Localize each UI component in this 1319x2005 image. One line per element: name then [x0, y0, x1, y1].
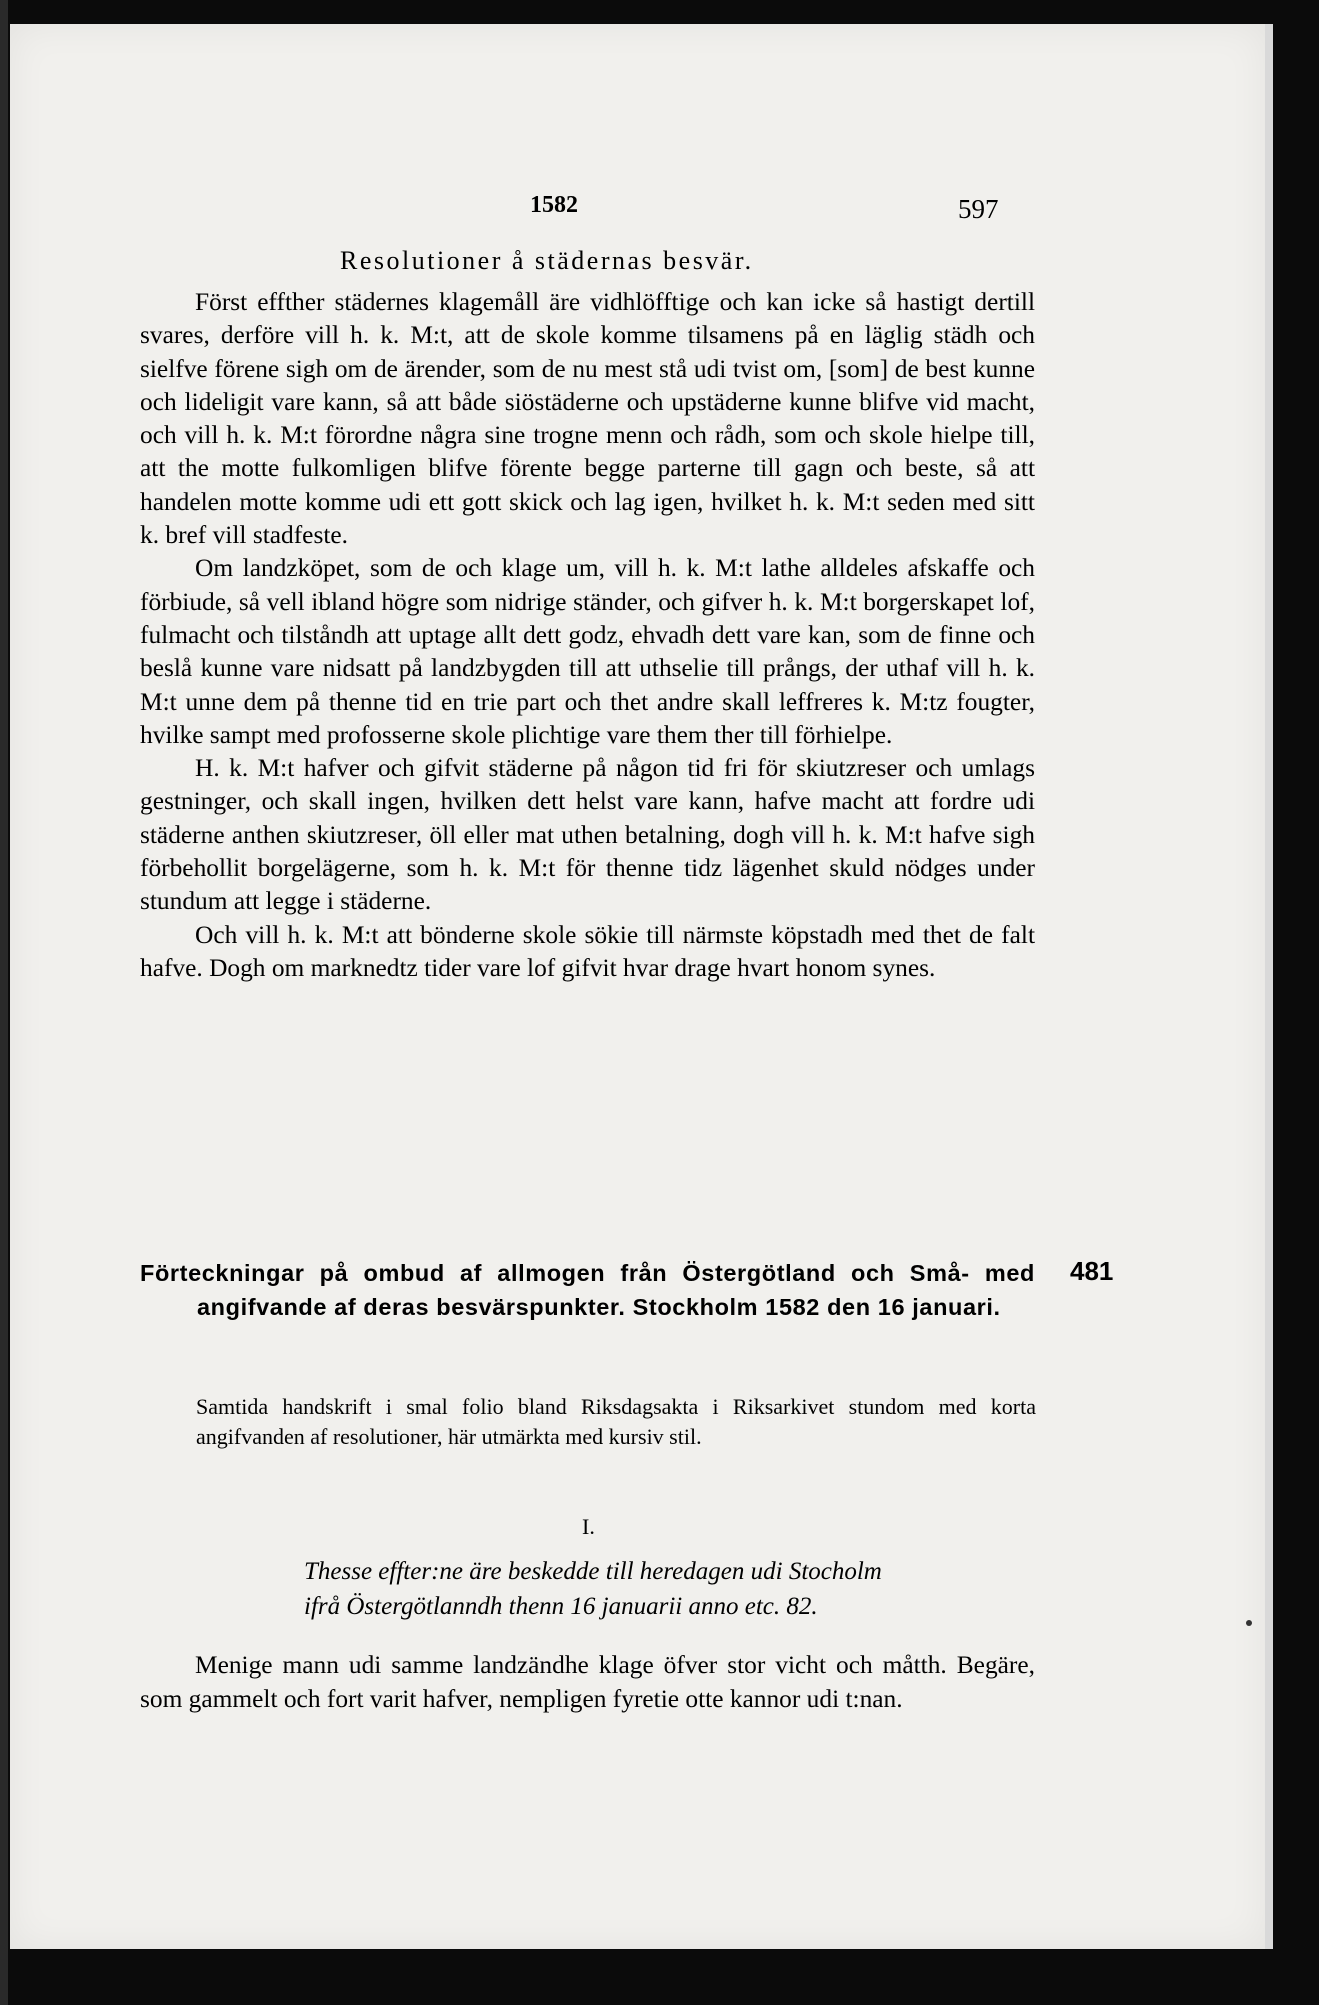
- document-heading-text: [140, 1256, 1035, 1324]
- section-title: Resolutioner å städernas besvär.: [340, 246, 754, 275]
- italic-heading: [304, 1554, 1024, 1624]
- ink-speck: [1246, 1620, 1252, 1626]
- final-text: [140, 1648, 1035, 1716]
- paragraph: Och vill h. k. M:t att bönderne skole sökie till närmste köpstadh med thet de falt hafve. Dogh om marknedtz tider vare lof gifvit hvar drage hvart honom synes.: [140, 920, 1035, 982]
- source-note: Samtida handskrift i smal folio bland Riksdagsakta i Riksarkivet stundom med korta angifvanden af resolutioner, här utmärkta med kursiv stil.: [196, 1394, 1036, 1449]
- paragraph: Menige mann udi samme landzändhe klage öfver stor vicht och måtth. Begäre, som gammelt och fort varit hafver, nempligen fyretie otte kannor udi t:nan.: [140, 1651, 1035, 1713]
- document-heading-line1: Förteckningar på ombud af allmogen från Östergötland och Små-: [140, 1260, 970, 1286]
- scanner-border: [0, 0, 8, 2005]
- paragraph: Först effther städernes klagemåll äre vidhlöfftige och kan icke så hastigt dertill svares, derföre vill h. k. M:t, att de skole komme tilsamens på en läglig städh och sielfve förene sigh om de ärender, som de nu mest stå udi tvist om, [som] de best kunne och lideligit vare kann, så att både siöstäderne och upstäderne kunne blifve vid macht, och vill h. k. M:t förordne några sine trogne menn och rådh, som och skole hielpe till, att the motte fulkomligen blifve förente begge parterne till gagn och beste, så att handelen motte komme udi ett gott skick och lag igen, hvilket h. k. M:t seden med sitt k. bref vill stadfeste.: [140, 288, 1035, 550]
- italic-heading-line1: Thesse effter:ne äre beskedde till heredagen udi Stocholm: [304, 1558, 882, 1585]
- paragraph: Om landzköpet, som de och klage um, vill h. k. M:t lathe alldeles afskaffe och förbiude, så vell ibland högre som nidrige ständer, och gifver h. k. M:t borgerskapet lof, fulmacht och tilståndh att uptage allt dett godz, ehvadh dett vare kan, som de finne och beslå kunne vare nidsatt på landzbygden till att uthselie till prångs, der uthaf vill h. k. M:t unne dem på thenne tid en trie part och thet andre skall leffreres k. M:tz fougter, hvilke sampt med profosserne skole plichtige vare them ther till förhielpe.: [140, 554, 1035, 749]
- page-number: 597: [958, 194, 999, 224]
- document-heading: [140, 1256, 1035, 1324]
- document-number: 481: [1070, 1256, 1114, 1286]
- document-heading-rest: med angifvande af deras besvärspunkter. Stockholm 1582 den 16 januari.: [197, 1260, 1035, 1320]
- italic-heading-line2: ifrå Östergötlanndh thenn 16 januarii anno etc. 82.: [304, 1593, 818, 1620]
- page-edge: [1265, 24, 1273, 1949]
- running-header-year: 1582: [530, 192, 578, 218]
- resolution-text: [140, 286, 1035, 985]
- section-number: I.: [582, 1514, 595, 1539]
- paragraph: H. k. M:t hafver och gifvit städerne på någon tid fri för skiutzreser och umlags gestninger, och skall ingen, hvilken dett helst vare kann, hafve macht att fordre udi städerne anthen skiutzreser, öll eller mat uthen betalning, dogh vill h. k. M:t hafve sigh förbehollit borgelägerne, som h. k. M:t för thenne tidz lägenhet skuld nödges under stundum att legge i städerne.: [140, 754, 1035, 916]
- page-sheet: [10, 24, 1265, 1949]
